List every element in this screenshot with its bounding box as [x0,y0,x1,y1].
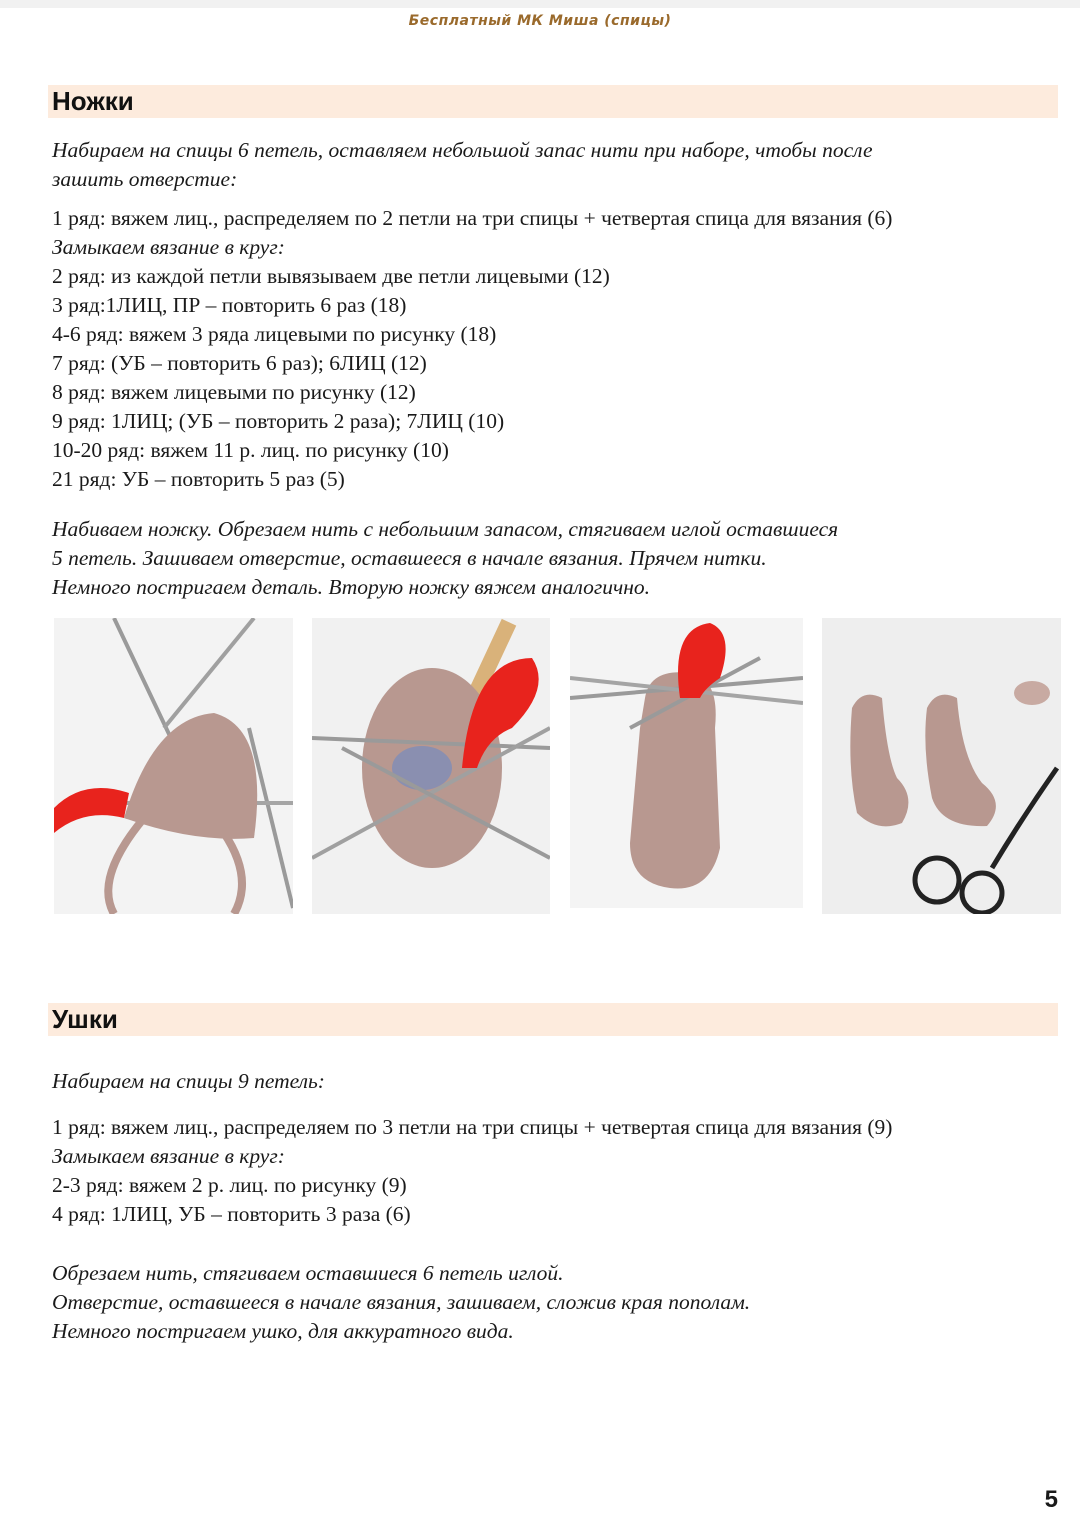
top-bar [0,0,1080,8]
legs-intro-line: зашить отверстие: [52,167,238,191]
ears-outro [52,1259,1052,1346]
section-title-legs: Ножки [48,85,1058,118]
ears-row: Замыкаем вязание в круг: [52,1144,285,1168]
page-number: 5 [1044,1486,1058,1513]
legs-intro-line: Набираем на спицы 6 петель, оставляем небольшой запас нити при наборе, чтобы после [52,138,873,162]
photo-strip [0,618,1080,918]
legs-row: 4-6 ряд: вяжем 3 ряда лицевыми по рисунку (18) [52,322,497,346]
legs-row: 2 ряд: из каждой петли вывязываем две петли лицевыми (12) [52,264,610,288]
ears-intro-line: Набираем на спицы 9 петель: [52,1069,325,1093]
section-title-ears: Ушки [48,1003,1058,1036]
ears-row: 4 ряд: 1ЛИЦ, УБ – повторить 3 раза (6) [52,1202,411,1226]
ears-row: 1 ряд: вяжем лиц., распределяем по 3 петли на три спицы + четвертая спица для вязания (9) [52,1115,893,1139]
legs-row: Замыкаем вязание в круг: [52,235,285,259]
photo-knitting-leg [570,618,803,908]
ears-outro-line: Обрезаем нить, стягиваем оставшиеся 6 петель иглой. [52,1261,564,1285]
legs-outro-line: Немного постригаем деталь. Вторую ножку вяжем аналогично. [52,575,651,599]
legs-row: 21 ряд: УБ – повторить 5 раз (5) [52,467,345,491]
ears-outro-line: Немного постригаем ушко, для аккуратного вида. [52,1319,514,1343]
legs-row: 1 ряд: вяжем лиц., распределяем по 2 петли на три спицы + четвертая спица для вязания (6) [52,206,893,230]
ears-intro [52,1067,1052,1096]
photo-finished-legs [822,618,1061,914]
photo-knitting-start [54,618,293,914]
legs-rows [52,204,1052,494]
ears-rows [52,1113,1052,1229]
legs-row: 9 ряд: 1ЛИЦ; (УБ – повторить 2 раза); 7ЛИЦ (10) [52,409,505,433]
photo-knitting-round [312,618,550,914]
legs-row: 7 ряд: (УБ – повторить 6 раз); 6ЛИЦ (12) [52,351,427,375]
legs-intro [52,136,1052,194]
legs-outro-line: 5 петель. Зашиваем отверстие, оставшееся в начале вязания. Прячем нитки. [52,546,767,570]
ears-row: 2-3 ряд: вяжем 2 р. лиц. по рисунку (9) [52,1173,407,1197]
legs-row: 3 ряд:1ЛИЦ, ПР – повторить 6 раз (18) [52,293,407,317]
page-header: Бесплатный МК Миша (спицы) [408,13,672,29]
legs-row: 10-20 ряд: вяжем 11 р. лиц. по рисунку (10) [52,438,449,462]
ears-outro-line: Отверстие, оставшееся в начале вязания, зашиваем, сложив края пополам. [52,1290,751,1314]
legs-row: 8 ряд: вяжем лицевыми по рисунку (12) [52,380,416,404]
legs-outro-line: Набиваем ножку. Обрезаем нить с небольшим запасом, стягиваем иглой оставшиеся [52,517,839,541]
legs-outro [52,515,1052,602]
